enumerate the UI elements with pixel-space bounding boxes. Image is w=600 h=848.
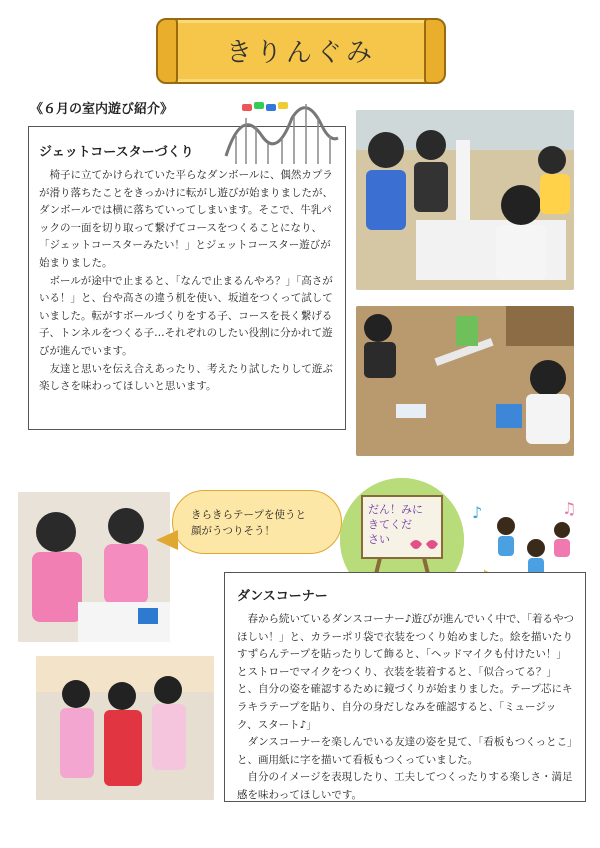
sign-line-2: きてくだ — [368, 518, 412, 531]
coaster-paragraph-1: 椅子に立てかけられていた平らなダンボールに、偶然カプラが滑り落ちたことをきっかけに転がし遊びが始まりましたが、ダンボールでは横に落ちていってしまいます。そこで、牛乳パックの一面を切り取って繋げてコースをつくることになり、「ジェットコースターみたい！」とジェットコースター遊びが始まりました。 — [39, 169, 333, 269]
dance-paragraph-3: 自分のイメージを表現したり、工夫してつくったりする楽しさ・満足感を味わってほしいです。 — [237, 771, 573, 801]
sign-line-3: さい — [368, 533, 390, 546]
photo-children-in-costumes — [36, 656, 214, 800]
coaster-body — [39, 167, 337, 396]
page-title: きりんぐみ — [225, 38, 376, 68]
bubble-text — [191, 507, 306, 539]
sign-line-1: だん！みに — [368, 503, 423, 516]
coaster-article — [28, 126, 346, 430]
title-banner — [168, 18, 434, 84]
dance-body — [237, 611, 575, 805]
sign-text — [368, 502, 423, 547]
photo-children-with-cartons — [356, 306, 574, 456]
speech-bubble — [172, 490, 342, 554]
coaster-heading: ジェットコースターづくり — [39, 145, 194, 160]
dance-paragraph-2: ダンスコーナーを楽しんでいる友達の姿を見て、「看板もつくっとこ」と、画用紙に字を描いて看板もつくっていました。 — [237, 736, 573, 766]
coaster-paragraph-3: 友達と思いを伝え合えあったり、考えたり試したりして遊ぶ楽しさを味わってほしいと思います。 — [39, 362, 333, 393]
photo-children-building-course — [356, 110, 574, 290]
dance-article — [224, 572, 586, 802]
coaster-paragraph-2: ボールが途中で止まると、「なんで止まるんやろ？」「高さがいる！」と、台や高さの違う机を使い、坂道をつくって試していました。転がすボールづくりをする子、コースを長く繋げる子、トンネルをつくる子…それぞれのしたい役割に分かれて遊びが進んでいます。 — [39, 274, 333, 357]
svg-text:♫: ♫ — [562, 499, 577, 518]
section-heading: 《６月の室内遊び紹介》 — [30, 102, 174, 117]
dance-paragraph-1: 春から続いているダンスコーナー♪遊びが進んでいく中で、「着るやつほしい！」と、カラーポリ袋で衣装をつくり始めました。絵を描いたりすずらんテープを貼ったりして飾ると、「ヘッドマイクも付けたい！」とストローでマイクをつくり、衣装を装着すると、「似合ってる？」と、自分の姿を確認するために鏡づくりが始まりました。テープ芯にキラキラテープを貼り、自分の身だしなみを確認すると、「ミュージック、スタート♪」 — [237, 613, 575, 731]
svg-text:♪: ♪ — [472, 503, 483, 522]
photo-children-with-tape — [18, 492, 170, 642]
bubble-line-2: 顔がうつりそう！ — [191, 525, 275, 537]
bubble-line-1: きらきらテープを使うと — [191, 509, 306, 521]
bubble-tail — [156, 530, 178, 550]
dance-heading: ダンスコーナー — [237, 589, 328, 604]
roller-coaster-icon — [222, 96, 342, 166]
